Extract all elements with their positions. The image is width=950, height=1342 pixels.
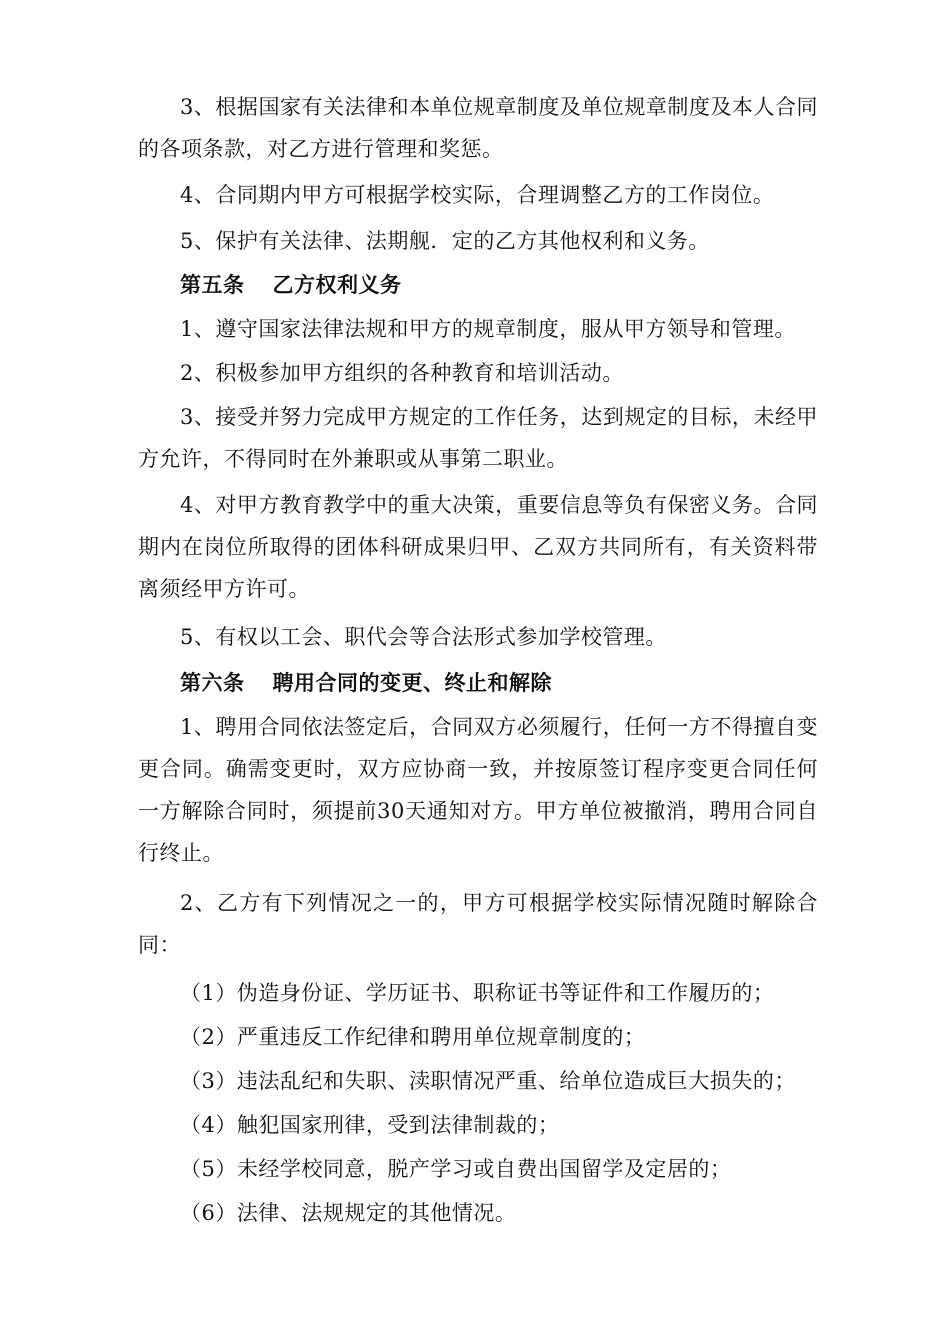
clause-paragraph: 5、保护有关法律、法期舰．定的乙方其他权利和义务。 [180,229,710,253]
section-heading-5 [138,264,818,306]
list-item: （3）违法乱纪和失职、渎职情况严重、给单位造成巨大损失的； [180,1069,796,1093]
list-item: （5）未经学校同意，脱产学习或自费出国留学及定居的； [180,1157,732,1181]
section-number: 第五条 [180,273,245,297]
section-heading-6 [138,662,818,704]
list-item: （2）严重违反工作纪律和聘用单位规章制度的； [180,1025,646,1049]
clause-paragraph: 4、对甲方教育教学中的重大决策，重要信息等负有保密义务。合同期内在岗位所取得的团体科研成果归甲、乙双方共同所有，有关资料带离须经甲方许可。 [138,493,818,601]
list-item: （6）法律、法规规定的其他情况。 [180,1201,517,1225]
clause-paragraph: 2、乙方有下列情况之一的，甲方可根据学校实际情况随时解除合同： [138,891,818,957]
clause-paragraph: 3、接受并努力完成甲方规定的工作任务，达到规定的目标，未经甲方允许，不得同时在外兼职或从事第二职业。 [138,405,818,471]
list-item: （1）伪造身份证、学历证书、职称证书等证件和工作履历的； [180,981,775,1005]
clause-paragraph: 3、根据国家有关法律和本单位规章制度及单位规章制度及本人合同的各项条款，对乙方进行管理和奖惩。 [138,95,818,161]
section-number: 第六条 [180,671,245,695]
list-item: （4）触犯国家刑律，受到法律制裁的； [180,1113,560,1137]
clause-paragraph: 1、遵守国家法律法规和甲方的规章制度，服从甲方领导和管理。 [180,317,796,341]
section-title: 乙方权利义务 [272,273,402,297]
clause-paragraph: 1、聘用合同依法签定后，合同双方必须履行，任何一方不得擅自变更合同。确需变更时，双方应协商一致，并按原签订程序变更合同任何一方解除合同时，须提前30天通知对方。甲方单位被撤消，聘用合同自行终止。 [138,715,818,865]
clause-paragraph: 2、积极参加甲方组织的各种教育和培训活动。 [180,361,624,385]
clause-paragraph: 4、合同期内甲方可根据学校实际，合理调整乙方的工作岗位。 [180,183,775,207]
clause-paragraph: 5、有权以工会、职代会等合法形式参加学校管理。 [180,625,667,649]
section-title: 聘用合同的变更、终止和解除 [272,671,552,695]
